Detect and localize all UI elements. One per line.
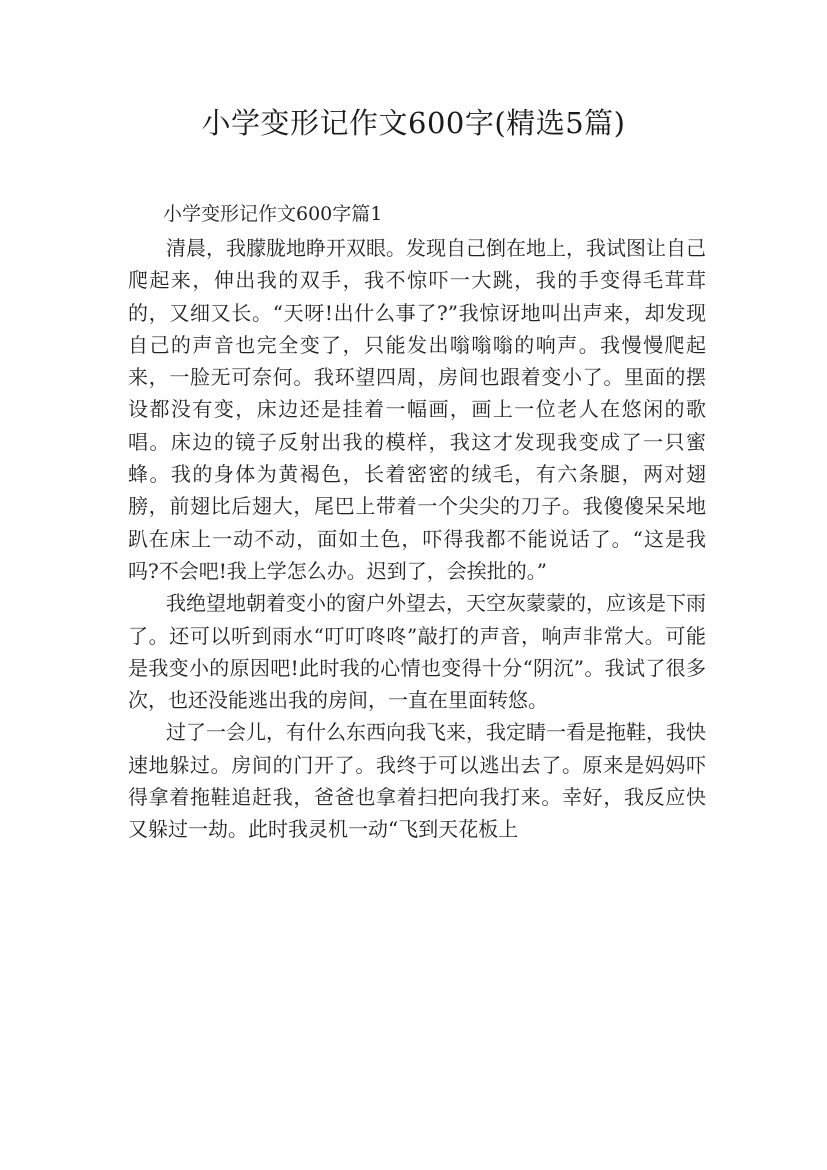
document-title: 小学变形记作文600字(精选5篇): [201, 106, 626, 140]
section-heading: 小学变形记作文600字篇1: [163, 203, 383, 225]
document-body: [128, 232, 706, 846]
paragraph-1: 清晨，我朦胧地睁开双眼。发现自己倒在地上，我试图让自己爬起来，伸出我的双手，我不惊吓一大跳，我的手变得毛茸茸的，又细又长。“天呀!出什么事了?”我惊讶地叫出声来，却发现自己的声音也完全变了，只能发出嗡嗡嗡的响声。我慢慢爬起来，一脸无可奈何。我环望四周，房间也跟着变小了。里面的摆设都没有变，床边还是挂着一幅画，画上一位老人在悠闲的歌唱。床边的镜子反射出我的模样，我这才发现我变成了一只蜜蜂。我的身体为黄褐色，长着密密的绒毛，有六条腿，两对翅膀，前翅比后翅大，尾巴上带着一个尖尖的刀子。我傻傻呆呆地趴在床上一动不动，面如土色，吓得我都不能说话了。“这是我吗?不会吧!我上学怎么办。迟到了，会挨批的。”: [128, 236, 706, 583]
paragraph-2: 我绝望地朝着变小的窗户外望去，天空灰蒙蒙的，应该是下雨了。还可以听到雨水“叮叮咚咚”敲打的声音，响声非常大。可能是我变小的原因吧!此时我的心情也变得十分“阴沉”。我试了很多次，也还没能逃出我的房间，一直在里面转悠。: [128, 591, 706, 713]
paragraph-3: 过了一会儿，有什么东西向我飞来，我定睛一看是拖鞋，我快速地躲过。房间的门开了。我终于可以逃出去了。原来是妈妈吓得拿着拖鞋追赶我，爸爸也拿着扫把向我打来。幸好，我反应快又躲过一劫。此时我灵机一动“飞到天花板上: [128, 720, 706, 842]
